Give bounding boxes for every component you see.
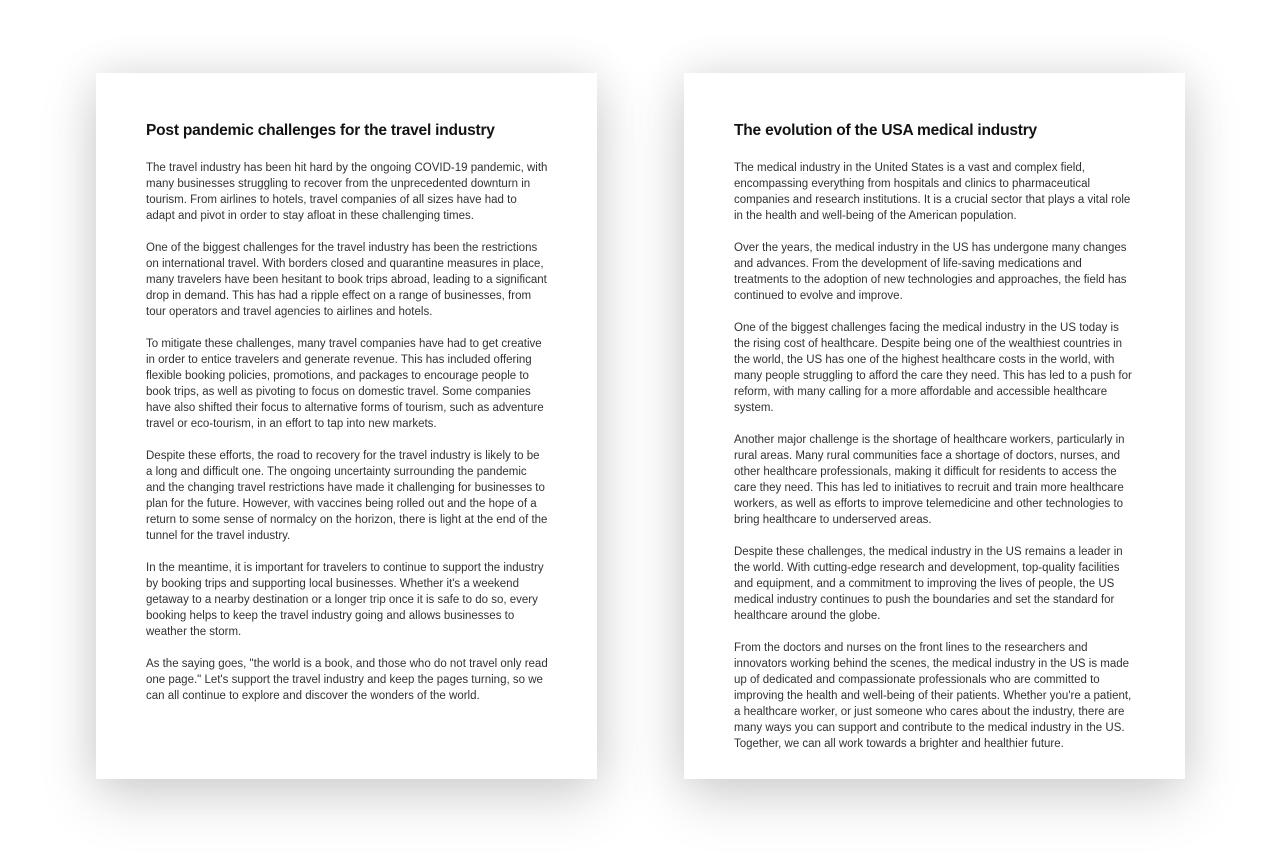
paragraph: From the doctors and nurses on the front lines to the researchers and innovators working behind the scenes, the medical industry in the US is made up of dedicated and compassionate professionals who are committed to improving the health and well-being of their patients. Whether you're a patient, a healthcare worker, or just someone who cares about the industry, there are many ways you can support and contribute to the medical industry in the US. Together, we can all work towards a brighter and healthier future. bbox=[734, 642, 1132, 750]
paragraph: The travel industry has been hit hard by the ongoing COVID-19 pandemic, with many businesses struggling to recover from the unprecedented downturn in tourism. From airlines to hotels, travel companies of all sizes have had to adapt and pivot in order to stay afloat in these challenging times. bbox=[146, 162, 548, 222]
paragraph: In the meantime, it is important for travelers to continue to support the industry by booking trips and supporting local businesses. Whether it's a weekend getaway to a nearby destination or a longer trip once it is safe to do so, every booking helps to keep the travel industry going and allows businesses to weather the storm. bbox=[146, 562, 544, 638]
document-page-travel bbox=[96, 73, 597, 779]
paragraph: To mitigate these challenges, many travel companies have had to get creative in order to entice travelers and generate revenue. This has included offering flexible booking policies, promotions, and packages to encourage people to book trips, as well as pivoting to focus on domestic travel. Some companies have also shifted their focus to alternative forms of tourism, such as adventure travel or eco-tourism, in an effort to tap into new markets. bbox=[146, 338, 544, 430]
paragraph: Another major challenge is the shortage of healthcare workers, particularly in rural areas. Many rural communities face a shortage of doctors, nurses, and other healthcare professionals, making it difficult for residents to access the care they need. This has led to initiatives to recruit and train more healthcare workers, as well as efforts to improve telemedicine and other technologies to bring healthcare to underserved areas. bbox=[734, 434, 1125, 526]
page-title-medical: The evolution of the USA medical industry bbox=[734, 122, 1037, 139]
paragraph: One of the biggest challenges for the travel industry has been the restrictions on international travel. With borders closed and quarantine measures in place, many travelers have been hesitant to book trips abroad, leading to a significant drop in demand. This has had a ripple effect on a range of businesses, from tour operators and travel agencies to airlines and hotels. bbox=[146, 242, 547, 318]
page-title-travel: Post pandemic challenges for the travel industry bbox=[146, 122, 495, 139]
paragraph: As the saying goes, "the world is a book, and those who do not travel only read one page." Let's support the travel industry and keep the pages turning, so we can all continue to explore and discover the wonders of the world. bbox=[146, 658, 548, 702]
paragraph: Despite these challenges, the medical industry in the US remains a leader in the world. With cutting-edge research and development, top-quality facilities and equipment, and a commitment to improving the lives of people, the US medical industry continues to push the boundaries and set the standard for healthcare around the globe. bbox=[734, 546, 1123, 622]
paragraph: Despite these efforts, the road to recovery for the travel industry is likely to be a long and difficult one. The ongoing uncertainty surrounding the pandemic and the changing travel restrictions have made it challenging for businesses to plan for the future. However, with vaccines being rolled out and the hope of a return to some sense of normalcy on the horizon, there is light at the end of the tunnel for the travel industry. bbox=[146, 450, 548, 542]
document-page-medical bbox=[684, 73, 1185, 779]
paragraph: One of the biggest challenges facing the medical industry in the US today is the rising cost of healthcare. Despite being one of the wealthiest countries in the world, the US has one of the highest healthcare costs in the world, with many people struggling to afford the care they need. This has led to a push for reform, with many calling for a more affordable and accessible healthcare system. bbox=[734, 322, 1132, 414]
paragraph: Over the years, the medical industry in the US has undergone many changes and advances. From the development of life-saving medications and treatments to the adoption of new technologies and approaches, the field has continued to evolve and improve. bbox=[734, 242, 1127, 302]
paragraph: The medical industry in the United States is a vast and complex field, encompassing everything from hospitals and clinics to pharmaceutical companies and research institutions. It is a crucial sector that plays a vital role in the health and well-being of the American population. bbox=[734, 162, 1131, 222]
